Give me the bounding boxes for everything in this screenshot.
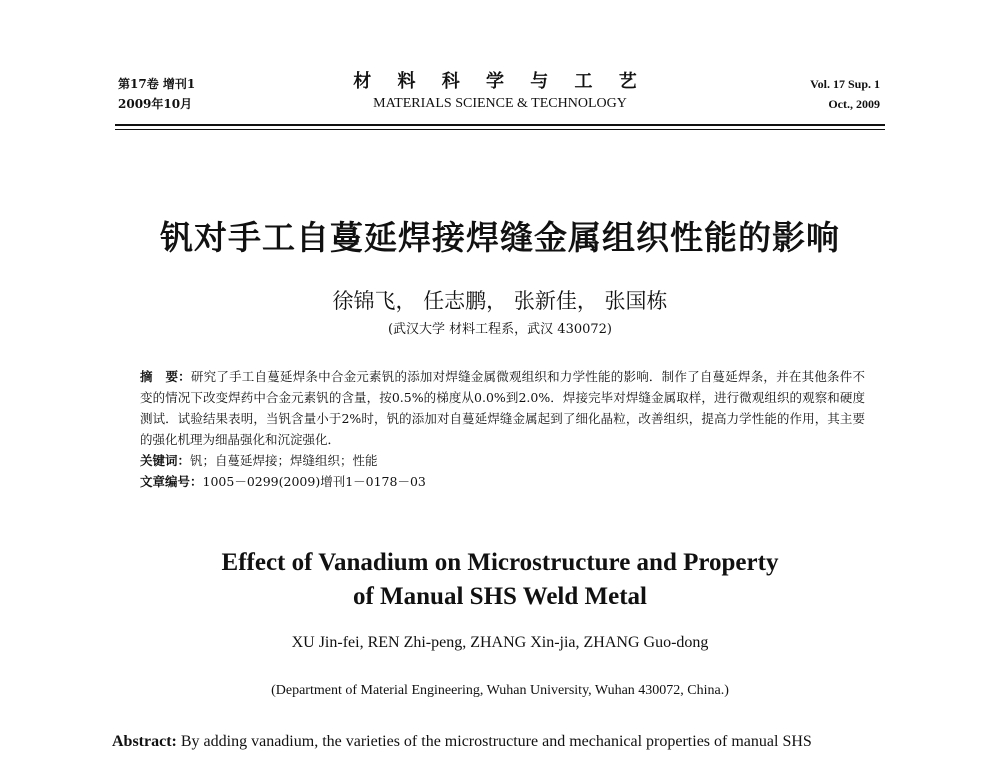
paper-title-en-line1: Effect of Vanadium on Microstructure and Property <box>221 549 779 576</box>
date-cn: 2009年10月 <box>118 97 193 111</box>
volume-issue-cn: 第17卷 增刊1 <box>118 77 196 91</box>
header-volume-en <box>780 74 880 114</box>
volume-issue-en: Vol. 17 Sup. 1 <box>810 77 880 91</box>
abstract-en <box>112 733 892 751</box>
header-volume-cn <box>118 74 195 114</box>
abstract-cn-text: 研究了手工自蔓延焊条中合金元素钒的添加对焊缝金属微观组织和力学性能的影响．制作了自蔓延焊条，并在其他条件不变的情况下改变焊药中合金元素钒的含量，按0.5%的梯度从0.0%到2.0%．焊接完毕对焊缝金属取样，进行微观组织的观察和硬度测试．试验结果表明，当钒含量小于2%时，钒的添加对自蔓延焊缝金属起到了细化晶粒，改善组织，提高力学性能的作用，其主要的强化机理为细晶强化和沉淀强化． <box>140 369 865 447</box>
article-number-text: 1005－0299(2009)增刊1－0178－03 <box>202 474 426 489</box>
abstract-en-text: By adding vanadium, the varieties of the microstructure and mechanical properties of manual SHS <box>176 733 812 750</box>
keywords-label: 关键词： <box>140 453 191 468</box>
abstract-en-label: Abstract: <box>112 733 177 750</box>
affiliation-cn: (武汉大学 材料工程系，武汉 430072) <box>387 322 613 337</box>
date-en: Oct., 2009 <box>828 97 880 111</box>
journal-name-en: MATERIALS SCIENCE & TECHNOLOGY <box>373 96 627 111</box>
paper-title-cn: 钒对手工自蔓延焊接焊缝金属组织性能的影响 <box>160 218 840 257</box>
keywords-cn <box>140 450 865 471</box>
paper-title-en-line2: of Manual SHS Weld Metal <box>352 583 647 610</box>
keywords-text: 钒；自蔓延焊接；焊缝组织；性能 <box>190 453 378 468</box>
abstract-cn <box>140 366 865 450</box>
article-number-label: 文章编号： <box>140 474 203 489</box>
header-rule-thick <box>115 124 885 126</box>
journal-header <box>340 70 660 114</box>
journal-name-cn: 材 料 科 学 与 工 艺 <box>353 71 647 92</box>
authors-en: XU Jin-fei, REN Zhi-peng, ZHANG Xin-jia, ZHANG Guo-dong <box>291 634 709 651</box>
header-rule-thin <box>115 129 885 130</box>
affiliation-en: (Department of Material Engineering, Wuhan University, Wuhan 430072, China.) <box>271 683 729 698</box>
paper-title-en <box>100 546 900 614</box>
abstract-cn-label: 摘 要： <box>140 369 191 384</box>
authors-cn: 徐锦飞， 任志鹏， 张新佳， 张国栋 <box>332 289 668 313</box>
abstract-cn-block <box>140 366 865 492</box>
article-number <box>140 471 865 492</box>
